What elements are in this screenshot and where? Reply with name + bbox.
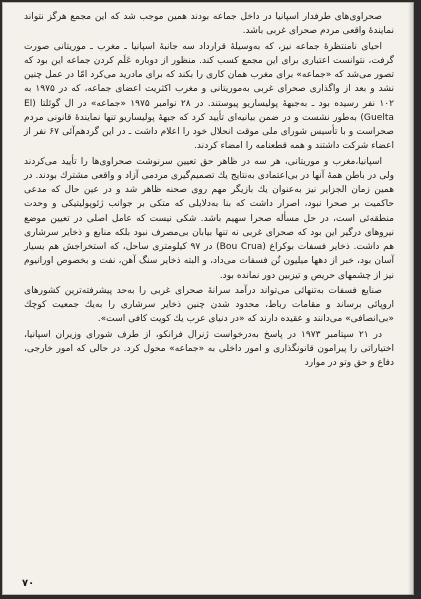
paragraph-2: احیای نامنتظرهٔ جماعه نیز، که به‌وسیلهٔ قرارداد سه جانبهٔ اسپانیا ـ مغرب ـ موریتانی صورت گرفت، نتوانست اعتباری برای این مجمع کسب کند. منظور از دوباره عَلَم کردن جماعه این بود که تصور می‌شد که «جماعه» برای مغرب همان کاری را بکند که برای مادرید می‌کرد امّا در عمل چنین نشد و بعد از واگذاری صحرای غربی به‌موریتانی و مغرب اکثریت اعضای جماعه، که در ۱۹۷۵ به ۱۰۲ نفر رسیده بود ـ به‌جبههٔ پولیساریو پیوستند. در ۲۸ نوامبر ۱۹۷۵ «جماعه» در ال گوئلتا (El Guelta) به‌طور نشست و در ضمن بیانیه‌ای تأیید کرد که جبههٔ پولیساریو تنها نمایندهٔ قانونی مردم صحراست و با تأسیس شورای ملی موقت انحلال خود را اعلام داشت ـ در این گردهم‌آئی ۶۷ نفر از اعضاء شرکت داشتند و همه قطعنامه را امضاء کردند. xyxy=(24,41,394,152)
body-text xyxy=(24,10,394,370)
page-edge-shadow xyxy=(408,2,414,595)
scanned-page xyxy=(2,2,414,595)
paragraph-5: در ۲۱ سپتامبر ۱۹۷۳ در پاسخ به‌درخواست ژنرال فرانکو، از طرف شورای وزیران اسپانیا، اختیاراتی را پیرامون قانونگذاری و امور داخلی به «جماعه» محول کرد. در حالی که امور خارجی، دفاع و حق وتو در موارد xyxy=(24,329,394,368)
page-number: ۷۰ xyxy=(22,578,35,589)
paragraph-4: صنایع فسفات به‌تنهائی می‌تواند درآمد سرانهٔ صحرای غربی را به‌حد پیشرفته‌ترین کشورهای اروپائی برساند و مقامات رباط، محدود شدن چنین ذخایر سرشاری را به‌یك جمعیت کوچك «بی‌انصافی» می‌دانند و عقیده دارند که «در دنیای عرب یك کویت کافی است». xyxy=(24,285,394,325)
paragraph-1: صحراوی‌های طرفدار اسپانیا در داخل جماعه بودند همین موجب شد که این مجمع هرگز نتواند نمایندهٔ واقعی مردم صحرای غربی باشد. xyxy=(24,12,394,37)
paragraph-3: اسپانیا،مغرب و موریتانی، هر سه در ظاهر حق تعیین سرنوشت صحراوی‌ها را تأیید می‌کردند ولی در باطن همهٔ آنها در بی‌اعتمادی به‌نتایج یك تصمیم‌گیری مردمی آزاد و واقعی مشترك بودند. در همین زمان الجزایر نیز به‌عنوان یك بازیگر مهم روی صحنه ظاهر شد و در عین حال که مدعی حاکمیت بر صحرا نبود، اصرار داشت که بنا به‌دلایلی که متکی بر جوانب ژئوپولیتیکی و وحدت منطقه‌ئی است، در حل مسأله صحرا سهیم باشد. شکی نیست که عامل اصلی در تعیین موضع نیروهای درگیر این بود که صحرای غربی نه تنها بیابان بی‌مصرف نبود بلکه منابع و ذخایر سرشاری هم داشت. ذخایر فسفات بوکراع (Bou Crua) در ۹۷ کیلومتری ساحل، که استخراجش هم بسیار آسان بود، خبر از دهها میلیون تُن فسفات می‌داد، و البته ذخایر سنگ آهن، نفت و بخصوص اورانیوم نیز از چشمهای حریص و تیزبین دور نمانده بود. xyxy=(24,156,394,281)
